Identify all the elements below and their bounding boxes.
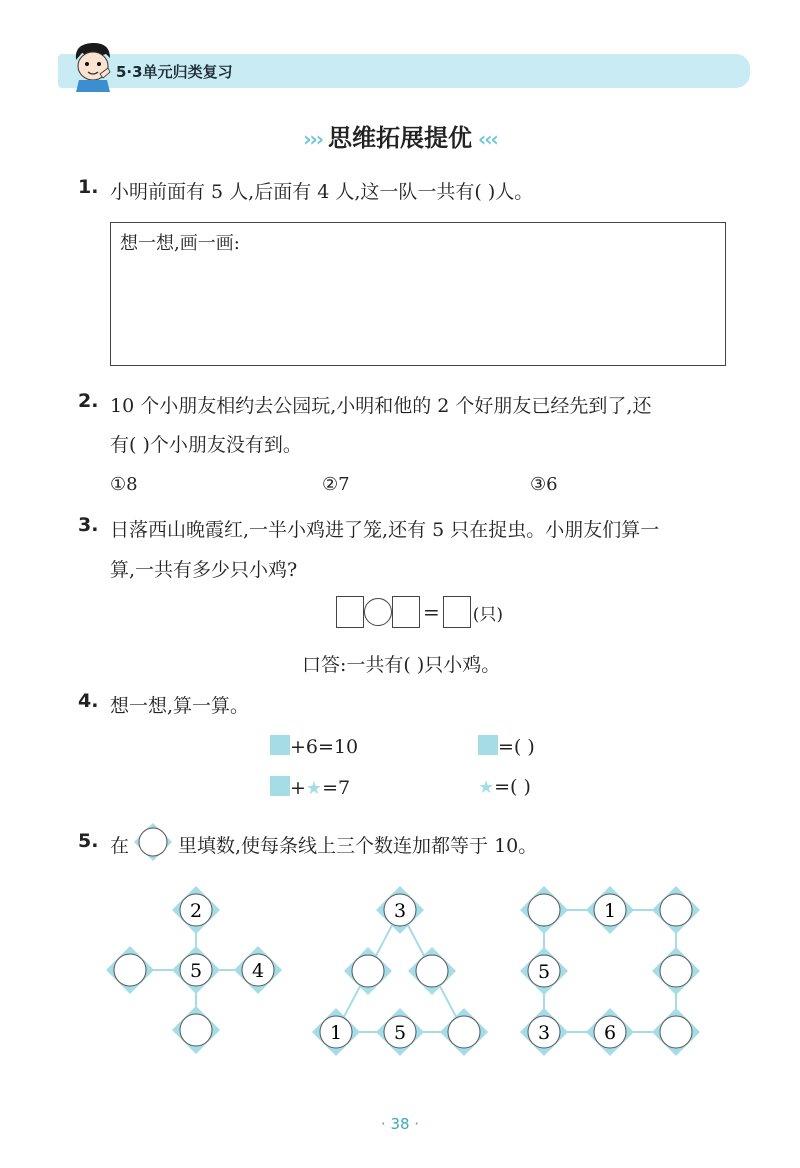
q2-option-3[interactable]: ③6: [530, 474, 558, 495]
fig3-node: [520, 947, 568, 995]
unit-label: (只): [472, 604, 504, 625]
answer-box[interactable]: [392, 596, 420, 628]
q2-number: 2.: [78, 390, 99, 412]
node-value: 3: [537, 1022, 551, 1044]
q4-ans2-text: =( ): [494, 776, 531, 798]
fig1-node[interactable]: [106, 946, 154, 994]
chevron-right-icon: ›››: [303, 127, 322, 151]
fig2-node[interactable]: [344, 947, 392, 995]
q4-eq1: [270, 735, 358, 758]
fig1-node: [172, 886, 220, 934]
square-icon: [270, 735, 290, 755]
fig3-node[interactable]: [652, 1008, 700, 1056]
q4-number: 4.: [78, 690, 99, 712]
q3-equation: [336, 596, 503, 628]
node-value: 6: [603, 1022, 617, 1044]
header-title: 5·3单元归类复习: [116, 63, 233, 81]
q5-figures: [0, 880, 800, 1070]
node-value: 3: [393, 900, 407, 922]
q1-number: 1.: [78, 176, 99, 198]
square-icon: [478, 735, 498, 755]
node-value: 5: [189, 960, 203, 982]
node-value: 5: [393, 1022, 407, 1044]
node-value: 1: [329, 1022, 343, 1044]
equals-sign: =: [423, 600, 440, 624]
answer-box[interactable]: [443, 596, 471, 628]
fig2-node[interactable]: [408, 947, 456, 995]
star-icon: ★: [305, 778, 323, 799]
fig2-node: [376, 1008, 424, 1056]
section-title-text: 思维拓展提优: [328, 124, 472, 152]
fig1-node: [172, 946, 220, 994]
fig3-node: [586, 1008, 634, 1056]
q2-line2: 有( )个小朋友没有到。: [110, 434, 302, 456]
node-value: 4: [251, 960, 265, 982]
q4-eq1-text: +6=10: [290, 736, 359, 758]
q1-box-label: 想一想,画一画:: [120, 233, 240, 254]
q3-number: 3.: [78, 514, 99, 536]
section-title: [0, 118, 800, 153]
fig3-node: [520, 1008, 568, 1056]
diamond-circle-icon: [133, 822, 173, 862]
page-number: · 38 ·: [380, 1115, 420, 1133]
q4-ans1: [478, 735, 535, 758]
operator-circle[interactable]: [364, 598, 392, 626]
q5-pre: 在: [110, 835, 130, 857]
q4-ans2: [478, 776, 531, 798]
node-value: 1: [603, 900, 617, 922]
plus-sign: +: [290, 777, 306, 799]
q5-post: 里填数,使每条线上三个数连加都等于 10。: [178, 835, 538, 857]
q4-text: 想一想,算一算。: [110, 695, 250, 717]
q2-option-2[interactable]: ②7: [322, 474, 350, 495]
fig2-node: [312, 1008, 360, 1056]
q1-text: 小明前面有 5 人,后面有 4 人,这一队一共有( )人。: [110, 181, 534, 203]
fig1-node[interactable]: [172, 1006, 220, 1054]
chevron-left-icon: ‹‹‹: [478, 127, 497, 151]
q5-number: 5.: [78, 830, 99, 852]
q2-option-1[interactable]: ①8: [110, 474, 138, 495]
fig2-node[interactable]: [440, 1008, 488, 1056]
mascot-icon: [70, 40, 116, 92]
answer-box[interactable]: [336, 596, 364, 628]
fig2-node: [376, 886, 424, 934]
q3-line2: 算,一共有多少只小鸡?: [110, 559, 298, 581]
node-value: 5: [537, 961, 551, 983]
q4-eq2-text: =7: [322, 777, 351, 799]
q2-line1: 10 个小朋友相约去公园玩,小明和他的 2 个好朋友已经先到了,还: [110, 395, 652, 417]
q3-line1: 日落西山晚霞红,一半小鸡进了笼,还有 5 只在捉虫。小朋友们算一: [110, 519, 660, 541]
node-value: 2: [189, 900, 203, 922]
fig3-node: [586, 886, 634, 934]
fig1-node: [234, 946, 282, 994]
q3-answer: 口答:一共有( )只小鸡。: [302, 654, 501, 676]
q4-ans1-text: =( ): [498, 736, 535, 758]
fig3-node[interactable]: [652, 947, 700, 995]
fig3-node[interactable]: [520, 886, 568, 934]
square-icon: [270, 776, 290, 796]
q4-eq2: [270, 776, 350, 799]
fig3-node[interactable]: [652, 886, 700, 934]
star-icon: ★: [478, 777, 495, 798]
